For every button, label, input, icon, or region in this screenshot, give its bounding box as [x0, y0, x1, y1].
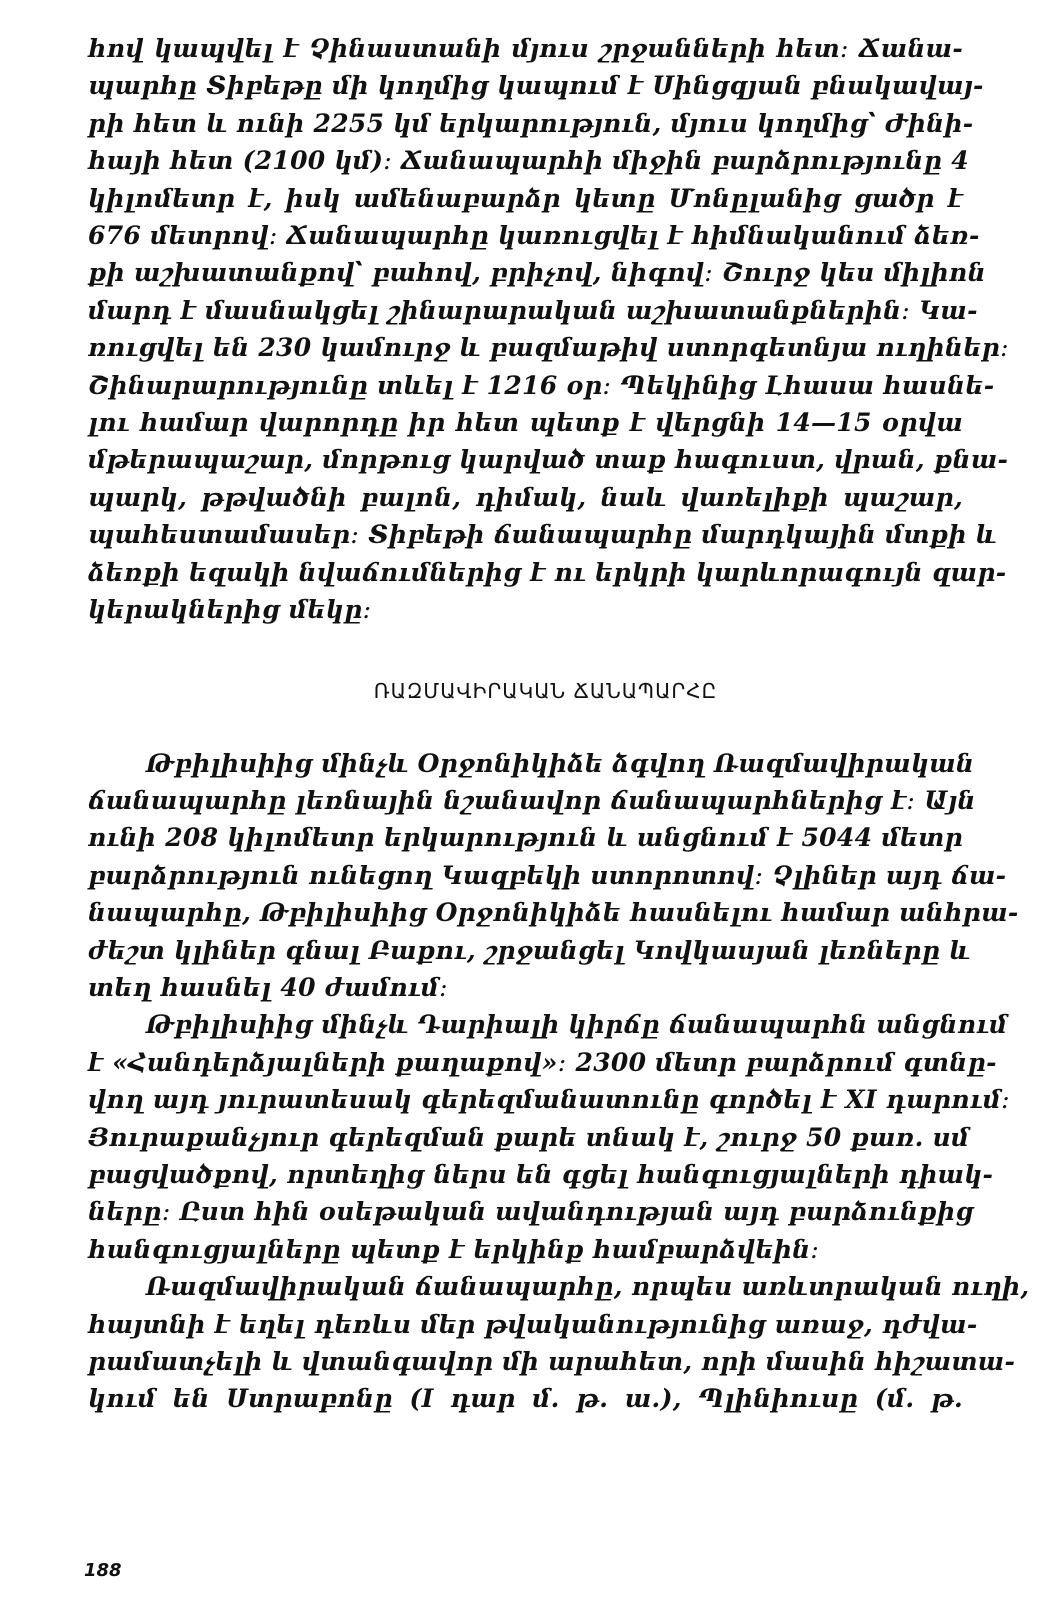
text-line: Թբիլիսիից մինչև Դարիալի կիրճը ճանապարհն անցնում: [146, 1010, 1008, 1040]
text-line: բացվածքով, որտեղից ներս են գցել հանգուցյալների դիակ-: [88, 1159, 994, 1189]
text-line: ռուցվել են 230 կամուրջ և բազմաթիվ ստորգետնյա ուղիներ։: [88, 333, 1009, 363]
text-line: քի աշխատանքով՝ բահով, բրիչով, նիգով։ Շուրջ կես միլիոն: [88, 258, 986, 288]
text-line: ները։ Ըստ հին օսեթական ավանդության այդ բարձունքից: [88, 1197, 974, 1227]
text-line: հով կապվել է Չինաստանի մյուս շրջանների հետ։ Ճանա-: [88, 34, 963, 63]
text-line: 676 մետրով։ Ճանապարհը կառուցվել է հիմնականում ձեռ-: [88, 221, 980, 251]
text-line: վող այդ յուրատեսակ գերեզմանատունը գործել է XI դարում։: [88, 1085, 1010, 1115]
text-line: ճանապարհը լեռնային նշանավոր ճանապարհներից է։ Այն: [88, 785, 976, 815]
text-line: մարդ է մասնակցել շինարարական աշխատանքներին։ Կա-: [88, 295, 978, 325]
text-line: է «Հանդերձյալների քաղաքով»։ 2300 մետր բարձրում գտնը-: [88, 1047, 997, 1077]
paragraph-1: [88, 745, 1019, 1007]
text-line: կիլոմետր է, իսկ ամենաբարձր կետը Մոնըլանից ցածր է: [88, 183, 963, 213]
text-line: ժեշտ կլիներ գնալ Բաքու, շրջանցել Կովկասյան լեռները և: [88, 935, 971, 965]
text-line: կերակներից մեկը։: [88, 595, 372, 625]
text-line: նապարհը, Թբիլիսիից Օրջոնիկիձե հասնելու համար անհրա-: [88, 898, 1019, 928]
text-line: Շինարարությունը տևել է 1216 օր։ Պեկինից Լհասա հասնե-: [88, 370, 995, 400]
text-line: հանգուցյալները պետք է երկինք համբարձվեին։: [88, 1234, 820, 1264]
paragraph-2: [88, 1006, 1010, 1268]
text-line: բարձրություն ունեցող Կազբեկի ստորոտով։ Չլիներ այդ ճա-: [88, 860, 1007, 890]
text-line: լու համար վարորդը իր հետ պետք է վերցնի 14—15 օրվա: [88, 408, 963, 438]
text-line: կում են Ստրաբոնը (I դար մ. թ. ա.), Պլինիուսը (մ. թ.: [88, 1384, 963, 1414]
paragraph-3: [88, 1268, 1030, 1418]
text-line: պահեստամասեր։ Տիբեթի ճանապարհը մարդկային մտքի և: [88, 520, 997, 550]
text-line: րամատչելի և վտանգավոր մի արահետ, որի մասին հիշատա-: [88, 1347, 1016, 1376]
section-continued-text: [88, 30, 1009, 629]
text-line: մթերապաշար, մորթուց կարված տաք հագուստ, վրան, քնա-: [88, 445, 1009, 475]
text-line: ունի 208 կիլոմետր երկարություն և անցնում է 5044 մետր: [88, 823, 963, 853]
page-body: [88, 30, 1030, 1550]
page-number: 188: [84, 1560, 122, 1581]
text-line: պարհը Տիբեթը մի կողմից կապում է Սինցզյան բնակավայ-: [88, 71, 984, 101]
section-heading: ՌԱԶՄԱՎԻՐԱԿԱՆ ՃԱՆԱՊԱՐՀԸ: [373, 678, 718, 703]
text-line: հայի հետ (2100 կմ)։ Ճանապարհի միջին բարձրությունը 4: [88, 146, 969, 176]
text-line: Թբիլիսիից մինչև Օրջոնիկիձե ձգվող Ռազմավիրական: [146, 748, 975, 778]
text-line: հայտնի է եղել դեռևս մեր թվականությունից առաջ, դժվա-: [88, 1309, 978, 1339]
text-line: տեղ հասնել 40 ժամում։: [88, 972, 448, 1002]
text-line: ձեռքի եզակի նվաճումներից է ու երկրի կարևորագույն զար-: [88, 557, 1007, 587]
text-line: րի հետ և ունի 2255 կմ երկարություն, մյուս կողմից՝ Ժինի-: [88, 108, 974, 138]
text-line: Ռազմավիրական ճանապարհը, որպես առևտրական ուղի,: [146, 1272, 1030, 1302]
text-line: պարկ, թթվածնի բալոն, դիմակ, նաև վառելիքի պաշար,: [88, 482, 963, 512]
text-line: Յուրաքանչյուր գերեզման քարե տնակ է, շուրջ 50 քառ. սմ: [88, 1122, 970, 1152]
